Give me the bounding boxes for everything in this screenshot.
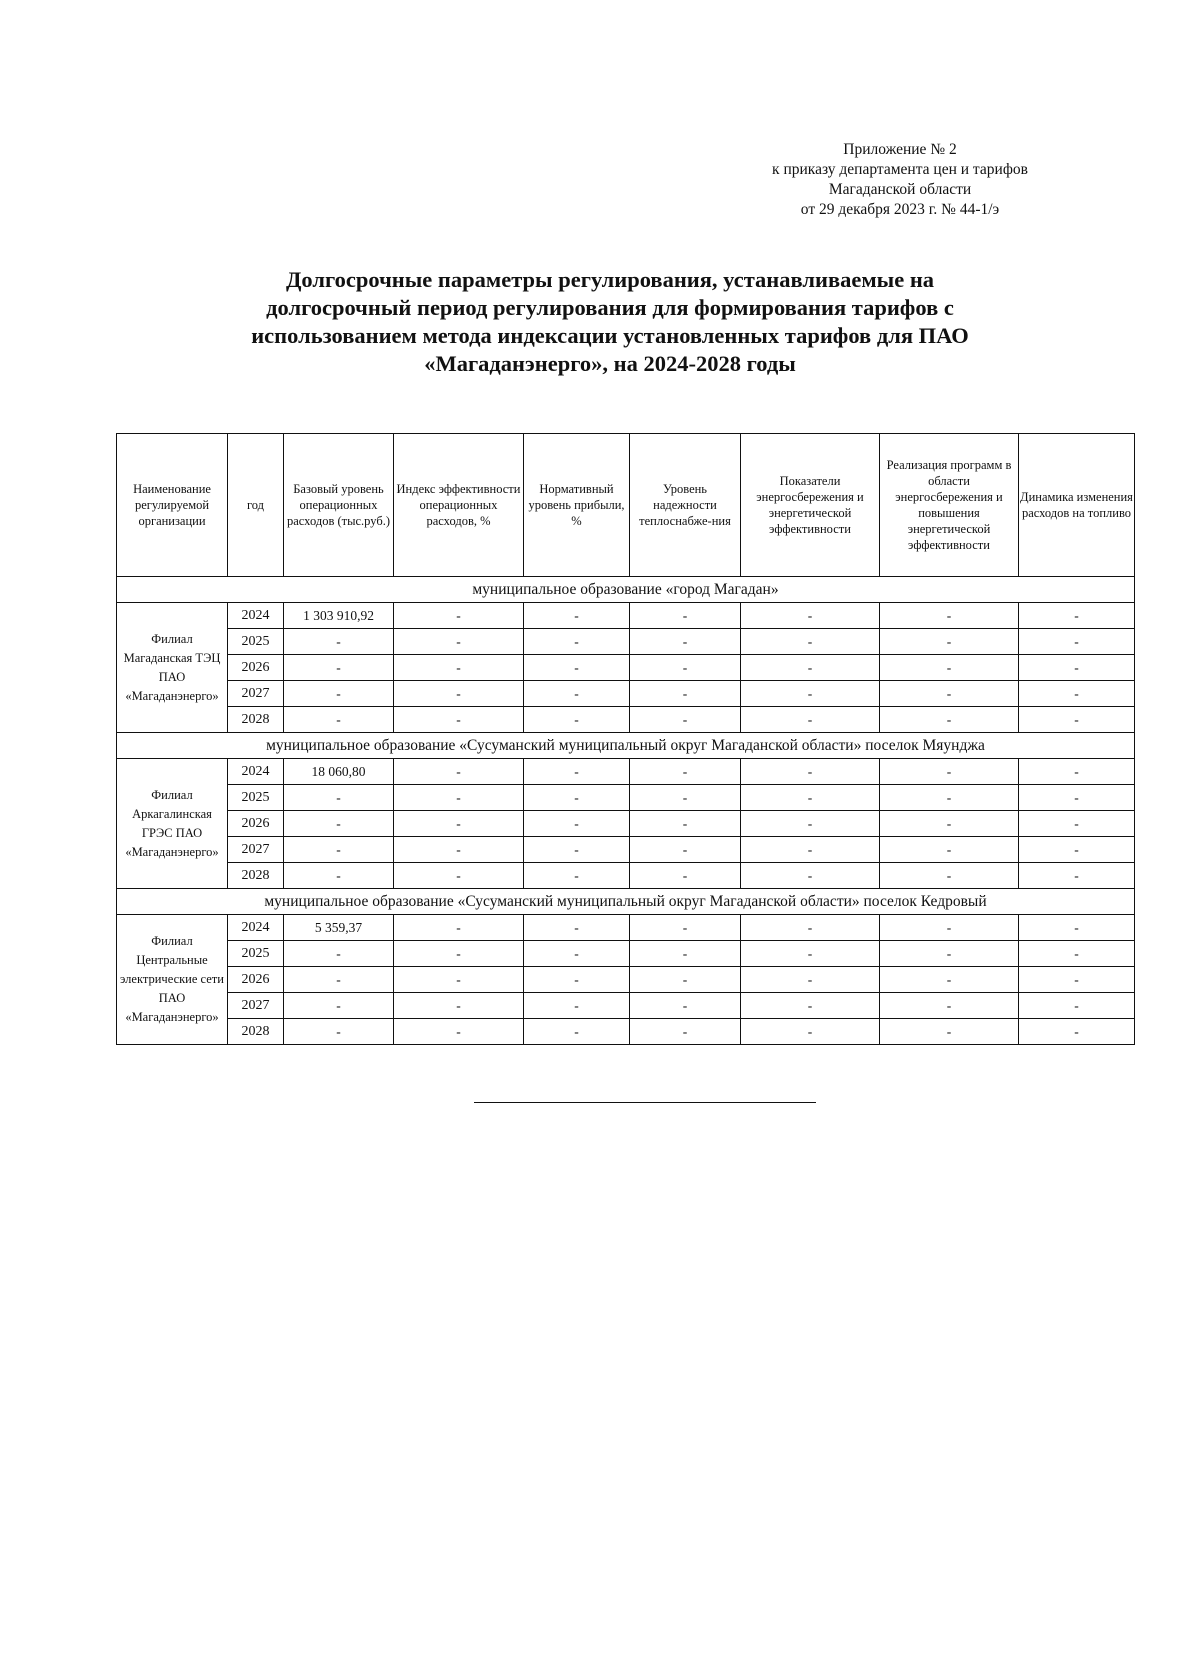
value-cell: - <box>741 629 880 655</box>
value-cell: - <box>741 759 880 785</box>
document-title <box>160 266 1060 378</box>
value-cell: - <box>524 603 630 629</box>
value-cell: - <box>524 655 630 681</box>
value-cell: - <box>880 837 1019 863</box>
organization-name: Филиал Магаданская ТЭЦ ПАО «Магаданэнерго» <box>117 603 228 733</box>
value-cell: - <box>630 681 741 707</box>
value-cell: - <box>880 603 1019 629</box>
value-cell: - <box>524 837 630 863</box>
table-row <box>117 915 1135 941</box>
table-row <box>117 863 1135 889</box>
value-cell: - <box>630 837 741 863</box>
section-title: муниципальное образование «Сусуманский муниципальный округ Магаданской области» поселок Мяунджа <box>117 733 1135 759</box>
value-cell: - <box>524 915 630 941</box>
value-cell: 1 303 910,92 <box>284 603 394 629</box>
year-cell: 2026 <box>228 655 284 681</box>
year-cell: 2027 <box>228 681 284 707</box>
value-cell: - <box>880 811 1019 837</box>
value-cell: - <box>394 941 524 967</box>
year-cell: 2024 <box>228 759 284 785</box>
value-cell: - <box>630 941 741 967</box>
table-row <box>117 785 1135 811</box>
appendix-order-ref: к приказу департамента цен и тарифов <box>772 161 1028 178</box>
title-line-2: долгосрочный период регулирования для формирования тарифов с <box>266 295 954 320</box>
header-fuel-cost-dynamics: Динамика изменения расходов на топливо <box>1019 434 1135 577</box>
year-cell: 2025 <box>228 941 284 967</box>
value-cell: - <box>394 603 524 629</box>
title-line-3: использованием метода индексации установленных тарифов для ПАО <box>251 323 969 348</box>
value-cell: - <box>1019 863 1135 889</box>
value-cell: - <box>394 863 524 889</box>
value-cell: - <box>630 863 741 889</box>
value-cell: - <box>1019 759 1135 785</box>
value-cell: - <box>524 707 630 733</box>
value-cell: - <box>741 863 880 889</box>
year-cell: 2027 <box>228 993 284 1019</box>
value-cell: - <box>524 811 630 837</box>
header-energy-saving-programs: Реализация программ в области энергосбережения и повышения энергетической эффективности <box>880 434 1019 577</box>
value-cell: - <box>524 681 630 707</box>
value-cell: - <box>630 603 741 629</box>
value-cell: - <box>880 759 1019 785</box>
value-cell: - <box>284 837 394 863</box>
table-row <box>117 1019 1135 1045</box>
value-cell: - <box>394 915 524 941</box>
section-title: муниципальное образование «Сусуманский муниципальный округ Магаданской области» поселок Кедровый <box>117 889 1135 915</box>
header-organization: Наименование регулируемой организации <box>117 434 228 577</box>
year-cell: 2028 <box>228 1019 284 1045</box>
value-cell: - <box>1019 837 1135 863</box>
value-cell: - <box>880 941 1019 967</box>
title-line-1: Долгосрочные параметры регулирования, устанавливаемые на <box>285 267 935 292</box>
value-cell: - <box>741 603 880 629</box>
value-cell: - <box>394 967 524 993</box>
header-energy-saving-indicators: Показатели энергосбережения и энергетической эффективности <box>741 434 880 577</box>
value-cell: - <box>394 655 524 681</box>
organization-name: Филиал Центральные электрические сети ПАО «Магаданэнерго» <box>117 915 228 1045</box>
value-cell: - <box>1019 785 1135 811</box>
header-row <box>117 434 1135 577</box>
value-cell: - <box>630 707 741 733</box>
value-cell: - <box>524 629 630 655</box>
section-title: муниципальное образование «город Магадан» <box>117 577 1135 603</box>
parameters-table <box>116 433 1135 1045</box>
value-cell: - <box>1019 707 1135 733</box>
value-cell: - <box>630 655 741 681</box>
value-cell: - <box>1019 603 1135 629</box>
value-cell: - <box>630 1019 741 1045</box>
table-row <box>117 993 1135 1019</box>
value-cell: - <box>880 655 1019 681</box>
value-cell: - <box>284 655 394 681</box>
header-base-opex: Базовый уровень операционных расходов (тыс.руб.) <box>284 434 394 577</box>
value-cell: - <box>524 1019 630 1045</box>
table-row <box>117 837 1135 863</box>
value-cell: - <box>524 759 630 785</box>
value-cell: - <box>284 993 394 1019</box>
value-cell: - <box>741 785 880 811</box>
year-cell: 2028 <box>228 863 284 889</box>
value-cell: - <box>880 707 1019 733</box>
value-cell: - <box>394 811 524 837</box>
value-cell: - <box>880 1019 1019 1045</box>
value-cell: - <box>1019 629 1135 655</box>
table-row <box>117 629 1135 655</box>
table-row <box>117 655 1135 681</box>
closing-rule <box>474 1102 816 1103</box>
value-cell: - <box>880 681 1019 707</box>
value-cell: - <box>1019 941 1135 967</box>
value-cell: - <box>880 785 1019 811</box>
value-cell: - <box>284 707 394 733</box>
value-cell: - <box>394 1019 524 1045</box>
value-cell: - <box>284 967 394 993</box>
header-year: год <box>228 434 284 577</box>
value-cell: 5 359,37 <box>284 915 394 941</box>
value-cell: - <box>1019 655 1135 681</box>
value-cell: - <box>394 759 524 785</box>
value-cell: - <box>741 941 880 967</box>
value-cell: - <box>741 915 880 941</box>
value-cell: - <box>1019 681 1135 707</box>
table-row <box>117 603 1135 629</box>
table-row <box>117 759 1135 785</box>
appendix-region: Магаданской области <box>828 181 972 198</box>
value-cell: - <box>1019 993 1135 1019</box>
value-cell: - <box>630 967 741 993</box>
appendix-number: Приложение № 2 <box>843 141 957 158</box>
value-cell: - <box>880 863 1019 889</box>
table-row <box>117 941 1135 967</box>
table-row <box>117 681 1135 707</box>
title-line-4: «Магаданэнерго», на 2024-2028 годы <box>424 351 796 376</box>
value-cell: - <box>741 655 880 681</box>
value-cell: - <box>394 785 524 811</box>
year-cell: 2025 <box>228 629 284 655</box>
appendix-block <box>690 140 1110 220</box>
value-cell: - <box>394 837 524 863</box>
value-cell: - <box>1019 915 1135 941</box>
value-cell: - <box>880 993 1019 1019</box>
value-cell: - <box>1019 967 1135 993</box>
value-cell: - <box>284 1019 394 1045</box>
table-row <box>117 967 1135 993</box>
value-cell: - <box>741 837 880 863</box>
header-profit-level: Нормативный уровень прибыли, % <box>524 434 630 577</box>
table-row <box>117 811 1135 837</box>
year-cell: 2025 <box>228 785 284 811</box>
value-cell: - <box>284 785 394 811</box>
value-cell: - <box>630 915 741 941</box>
value-cell: - <box>630 759 741 785</box>
value-cell: 18 060,80 <box>284 759 394 785</box>
value-cell: - <box>524 863 630 889</box>
year-cell: 2024 <box>228 603 284 629</box>
section-row <box>117 577 1135 603</box>
value-cell: - <box>284 629 394 655</box>
section-row <box>117 889 1135 915</box>
year-cell: 2026 <box>228 967 284 993</box>
organization-name: Филиал Аркагалинская ГРЭС ПАО «Магаданэнерго» <box>117 759 228 889</box>
value-cell: - <box>741 811 880 837</box>
value-cell: - <box>284 863 394 889</box>
appendix-date: от 29 декабря 2023 г. № 44-1/э <box>800 201 1000 218</box>
value-cell: - <box>630 993 741 1019</box>
value-cell: - <box>630 785 741 811</box>
year-cell: 2024 <box>228 915 284 941</box>
value-cell: - <box>741 967 880 993</box>
header-efficiency-index: Индекс эффективности операционных расходов, % <box>394 434 524 577</box>
value-cell: - <box>524 993 630 1019</box>
value-cell: - <box>524 967 630 993</box>
value-cell: - <box>284 941 394 967</box>
value-cell: - <box>1019 811 1135 837</box>
year-cell: 2026 <box>228 811 284 837</box>
value-cell: - <box>741 993 880 1019</box>
value-cell: - <box>394 629 524 655</box>
value-cell: - <box>741 1019 880 1045</box>
value-cell: - <box>394 681 524 707</box>
value-cell: - <box>524 785 630 811</box>
value-cell: - <box>630 629 741 655</box>
section-row <box>117 733 1135 759</box>
value-cell: - <box>284 811 394 837</box>
value-cell: - <box>880 967 1019 993</box>
table-row <box>117 707 1135 733</box>
value-cell: - <box>524 941 630 967</box>
value-cell: - <box>284 681 394 707</box>
value-cell: - <box>394 993 524 1019</box>
value-cell: - <box>630 811 741 837</box>
value-cell: - <box>741 707 880 733</box>
year-cell: 2027 <box>228 837 284 863</box>
value-cell: - <box>880 629 1019 655</box>
header-reliability: Уровень надежности теплоснабже-ния <box>630 434 741 577</box>
value-cell: - <box>394 707 524 733</box>
value-cell: - <box>1019 1019 1135 1045</box>
year-cell: 2028 <box>228 707 284 733</box>
value-cell: - <box>741 681 880 707</box>
value-cell: - <box>880 915 1019 941</box>
